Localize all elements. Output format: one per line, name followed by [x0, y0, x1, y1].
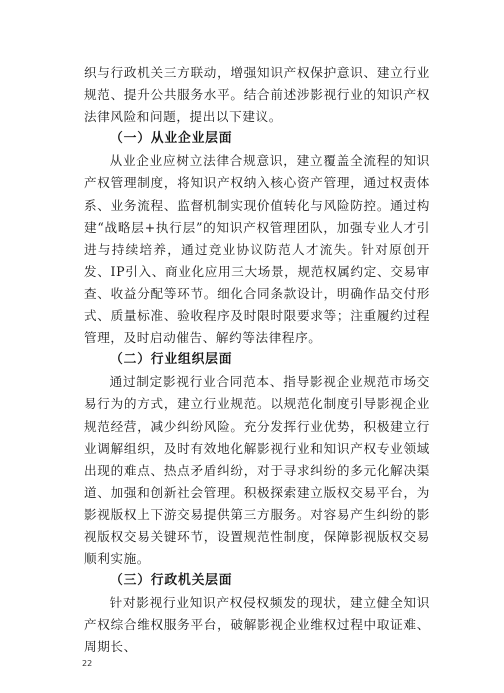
- paragraph-enterprise: 从业企业应树立法律合规意识，建立覆盖全流程的知识产权管理制度，将知识产权纳入核心资产管理，通过权责体系、业务流程、监督机制实现价值转化与风险防控。通过构建“战略层+执行层”的知识产权管理团队，加强专业人才引进与持续培养，通过竞业协议防范人才流失。针对原创开发、IP引入、商业化应用三大场景，规范权属约定、交易审查、收益分配等环节。细化合同条款设计，明确作品交付形式、质量标准、验收程序及时限时限要求等；注重履约过程管理，及时启动催告、解约等法律程序。: [84, 153, 430, 346]
- page-number: 22: [82, 659, 93, 668]
- paragraph-industry-org: 通过制定影视行业合同范本、指导影视企业规范市场交易行为的方式，建立行业规范。以规范化制度引导影视企业规范经营，减少纠纷风险。充分发挥行业优势，积极建立行业调解组织，及时有效地化解影视行业和知识产权专业领域出现的难点、热点矛盾纠纷，对于寻求纠纷的多元化解决渠道、加强和创新社会管理。积极探索建立版权交易平台，为影视版权上下游交易提供第三方服务。对容易产生纠纷的影视版权交易关键环节，设置规范性制度，保障影视版权交易顺利实施。: [84, 374, 430, 567]
- section-heading-industry-org: （二）行业组织层面: [110, 352, 233, 368]
- section-heading-administrative: （三）行政机关层面: [110, 573, 233, 589]
- paragraph-administrative: 针对影视行业知识产权侵权频发的现状，建立健全知识产权综合维权服务平台，破解影视企业维权过程中取证难、周期长、: [84, 595, 430, 655]
- section-heading-enterprise: （一）从业企业层面: [110, 131, 233, 147]
- document-body: [84, 62, 430, 659]
- paragraph-intro-continued: 织与行政机关三方联动，增强知识产权保护意识、建立行业规范、提升公共服务水平。结合前述涉影视行业的知识产权法律风险和问题，提出以下建议。: [84, 65, 430, 125]
